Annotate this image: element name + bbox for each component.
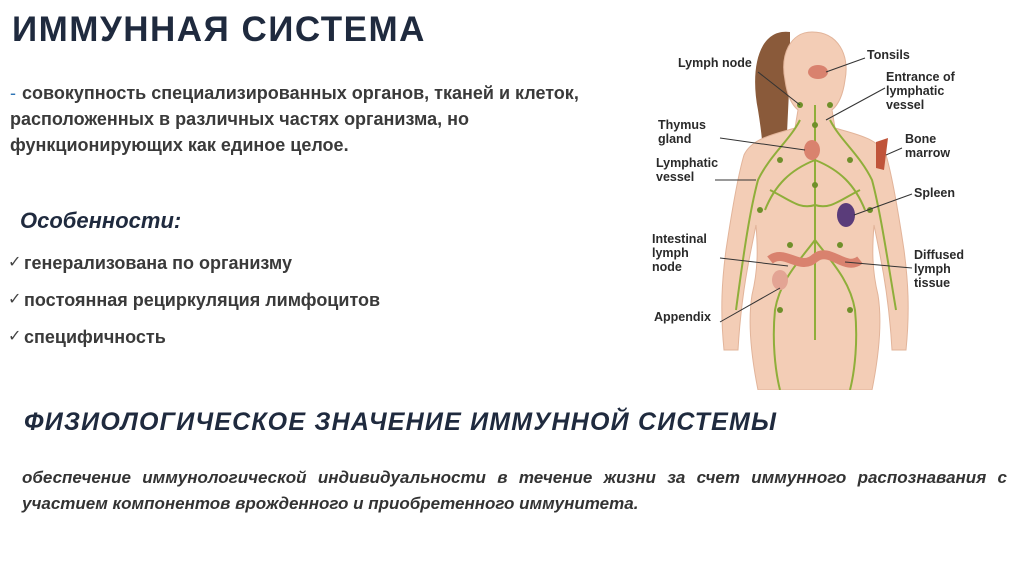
label-bone-marrow: Bone marrow: [905, 132, 951, 160]
feature-label: специфичность: [24, 327, 166, 347]
immune-system-figure: [640, 10, 980, 390]
thymus-organ: [804, 140, 820, 160]
page-title: ИММУННАЯ СИСТЕМА: [12, 10, 426, 49]
checkmark-icon: ✓: [8, 291, 22, 308]
label-thymus-gland: Thymus gland: [658, 118, 706, 146]
label-lymphatic-vessel: Lymphatic vessel: [656, 156, 719, 184]
definition-body: совокупность специализированных органов, тканей и клеток, расположенных в различных частях организма, но функционирующих как единое целое.: [10, 83, 579, 155]
feature-item: [8, 250, 380, 287]
features-list: [8, 250, 380, 361]
label-tonsils: Tonsils: [867, 48, 910, 62]
label-spleen: Spleen: [914, 186, 955, 200]
features-heading: Особенности:: [20, 208, 182, 233]
tonsils-organ: [808, 65, 828, 79]
definition-dash: -: [10, 83, 16, 103]
feature-label: постоянная рециркуляция лимфоцитов: [24, 290, 381, 310]
label-lymph-node: Lymph node: [678, 56, 752, 70]
section-heading: ФИЗИОЛОГИЧЕСКОЕ ЗНАЧЕНИЕ ИММУННОЙ СИСТЕМЫ: [24, 408, 778, 436]
checkmark-icon: ✓: [8, 254, 22, 271]
significance-text: обеспечение иммунологической индивидуальности в течение жизни за счет иммунного распознавания с участием компонентов врожденного и приобретенного иммунитета.: [22, 468, 1007, 513]
label-entrance-lymphatic-vessel: Entrance of lymphatic vessel: [886, 70, 955, 112]
label-intestinal-lymph-node: Intestinal lymph node: [652, 232, 707, 274]
label-diffused-lymph-tissue: Diffused lymph tissue: [914, 248, 964, 290]
appendix-organ: [772, 270, 788, 290]
checkmark-icon: ✓: [8, 328, 22, 345]
feature-label: генерализована по организму: [24, 253, 293, 273]
spleen-organ: [837, 203, 855, 227]
definition-text: [10, 80, 630, 158]
feature-item: [8, 287, 380, 324]
feature-item: [8, 324, 380, 361]
label-appendix: Appendix: [654, 310, 711, 324]
